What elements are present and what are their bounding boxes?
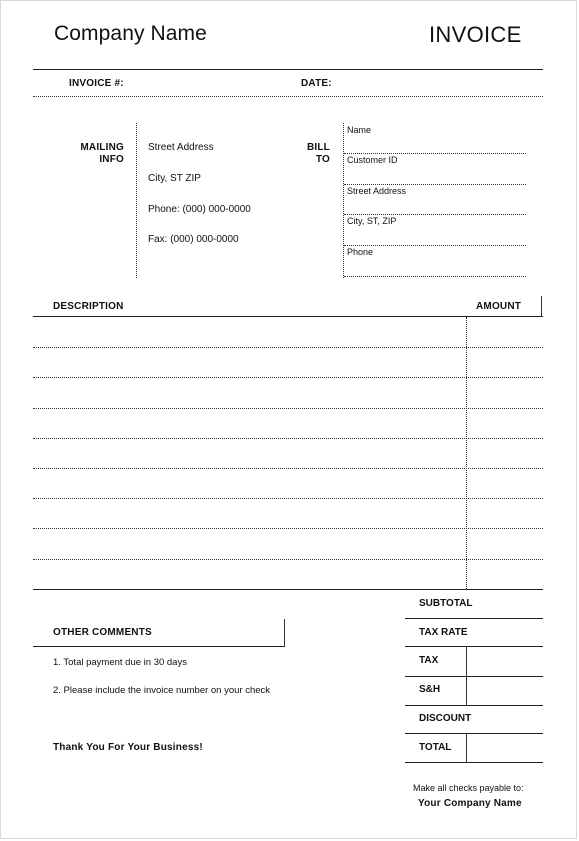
bill-field-name[interactable]: Name [347, 125, 372, 135]
bill-label-line1: BILL [306, 142, 330, 153]
thank-you-note: Thank You For Your Business! [53, 742, 203, 753]
summary-rule [405, 646, 543, 647]
sh-label: S&H [419, 684, 441, 695]
bill-field-rule [344, 245, 526, 246]
payable-company-name: Your Company Name [418, 798, 522, 809]
discount-label: DISCOUNT [419, 713, 472, 724]
bill-to-label [290, 142, 330, 166]
payable-note: Make all checks payable to: [413, 783, 524, 793]
total-label: TOTAL [419, 742, 452, 753]
invoice-number-label: INVOICE #: [69, 78, 124, 89]
mailing-label-line2: INFO [99, 154, 124, 165]
meta-rule [33, 96, 543, 97]
summary-rule [405, 762, 543, 763]
bill-label-line2: TO [315, 154, 330, 165]
comment-item: 1. Total payment due in 30 days [53, 657, 187, 668]
summary-value-divider [466, 734, 467, 763]
summary-rule [405, 705, 543, 706]
amount-header-edge [541, 296, 542, 316]
summary-rule [405, 733, 543, 734]
description-header: DESCRIPTION [53, 301, 124, 312]
summary-rule [405, 676, 543, 677]
bill-field-street[interactable]: Street Address [347, 186, 407, 196]
company-name: Company Name [54, 22, 207, 45]
bill-field-city[interactable]: City, ST, ZIP [347, 216, 397, 226]
table-row[interactable] [33, 528, 543, 529]
table-bottom-rule [33, 589, 543, 590]
bill-field-rule [344, 276, 526, 277]
mailing-label-line1: MAILING [80, 142, 124, 153]
table-row[interactable] [33, 559, 543, 560]
mailing-fax: Fax: (000) 000-0000 [148, 234, 239, 245]
other-comments-header: OTHER COMMENTS [53, 627, 152, 638]
tax-label: TAX [419, 655, 439, 666]
comments-rule [33, 646, 285, 647]
bill-to-divider [343, 123, 344, 278]
summary-rule [405, 618, 543, 619]
date-label: DATE: [301, 78, 332, 89]
table-row[interactable] [33, 468, 543, 469]
table-row[interactable] [33, 498, 543, 499]
tax-rate-label: TAX RATE [419, 627, 468, 638]
mailing-info-label [60, 142, 124, 166]
subtotal-label: SUBTOTAL [419, 598, 473, 609]
bill-field-phone[interactable]: Phone [347, 247, 374, 257]
table-row[interactable] [33, 438, 543, 439]
mailing-street: Street Address [148, 142, 214, 153]
table-row[interactable] [33, 377, 543, 378]
bill-field-rule [344, 153, 526, 154]
comments-header-edge [284, 619, 285, 647]
bill-field-customer-id[interactable]: Customer ID [347, 155, 398, 165]
bill-field-rule [344, 184, 526, 185]
summary-value-divider [466, 647, 467, 705]
table-row[interactable] [33, 347, 543, 348]
invoice-title: INVOICE [429, 22, 522, 47]
amount-header: AMOUNT [476, 301, 522, 312]
amount-column-divider [466, 317, 467, 589]
mailing-divider [136, 123, 137, 278]
table-row[interactable] [33, 408, 543, 409]
header-rule [33, 69, 543, 70]
mailing-city: City, ST ZIP [148, 173, 201, 184]
mailing-phone: Phone: (000) 000-0000 [148, 204, 251, 215]
bill-field-rule [344, 214, 526, 215]
comment-item: 2. Please include the invoice number on your check [53, 685, 271, 696]
